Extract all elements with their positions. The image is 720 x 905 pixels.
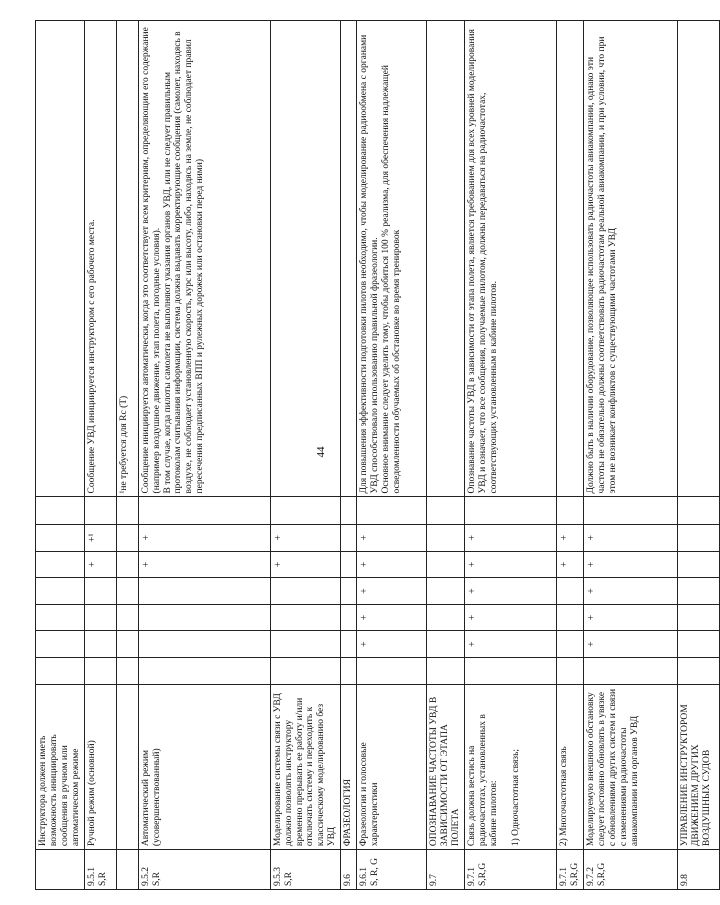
- row-mark: [678, 631, 720, 658]
- row-mark: +: [557, 551, 584, 578]
- row-mark: [116, 497, 138, 525]
- row-mark: [116, 631, 138, 658]
- row-mark: [116, 551, 138, 578]
- row-mark: [116, 604, 138, 631]
- table-row: [357, 21, 427, 890]
- row-requirement: [116, 684, 138, 850]
- row-mark: [341, 604, 357, 631]
- row-mark: [357, 497, 427, 525]
- row-mark: [427, 604, 465, 631]
- row-mark: [36, 551, 85, 578]
- row-mark: [138, 604, 270, 631]
- table-row: [427, 21, 465, 890]
- row-mark: [36, 578, 85, 605]
- table-body: [36, 21, 720, 890]
- row-notes: [270, 21, 341, 497]
- row-mark: [138, 631, 270, 658]
- row-mark: [36, 525, 85, 552]
- row-mark: [678, 578, 720, 605]
- table-row: [270, 21, 341, 890]
- row-mark: [427, 578, 465, 605]
- row-mark: +: [270, 551, 341, 578]
- row-mark: [138, 497, 270, 525]
- row-notes: [557, 21, 584, 497]
- row-mark: [557, 604, 584, 631]
- row-mark: +: [357, 551, 427, 578]
- row-requirement: Моделируемую внешнюю обстановку следует постоянно обновлять в увязке с обновлениями других систем и связи с изменениями радиочастоты авиакомпании или органов УВД: [584, 684, 678, 850]
- row-mark: [678, 657, 720, 684]
- row-notes: [36, 21, 85, 497]
- row-mark: [557, 578, 584, 605]
- row-mark: [270, 578, 341, 605]
- row-mark: [465, 657, 557, 684]
- row-mark: +: [584, 525, 678, 552]
- row-mark: [36, 497, 85, 525]
- row-mark: [36, 657, 85, 684]
- row-mark: [138, 578, 270, 605]
- row-mark: [678, 497, 720, 525]
- row-mark: +: [465, 551, 557, 578]
- row-code: 9.7.1 S,R,G: [465, 850, 557, 890]
- row-mark: [341, 657, 357, 684]
- row-mark: [84, 631, 116, 658]
- row-notes: [341, 21, 357, 497]
- row-requirement: ОПОЗНАВАНИЕ ЧАСТОТЫ УВД В ЗАВИСИМОСТИ ОТ ЭТАПА ПОЛЕТА: [427, 684, 465, 850]
- row-mark: +¹: [84, 525, 116, 552]
- row-code: 9.5.2 S,R: [138, 850, 270, 890]
- row-mark: +: [465, 604, 557, 631]
- row-mark: [36, 604, 85, 631]
- row-mark: [116, 657, 138, 684]
- row-mark: [84, 604, 116, 631]
- row-mark: +: [357, 604, 427, 631]
- row-mark: +: [584, 578, 678, 605]
- row-requirement: Связь должна вестись на радиочастотах, установленных в кабине пилотов: 1) Одночастотная связь;: [465, 684, 557, 850]
- row-code: [36, 850, 85, 890]
- row-mark: +: [465, 525, 557, 552]
- rotated-table-container: [35, 20, 712, 890]
- row-requirement: УПРАВЛЕНИЕ ИНСТРУКТОРОМ ДВИЖЕНИЕМ ДРУГИХ ВОЗДУШНЫХ СУДОВ: [678, 684, 720, 850]
- row-mark: +: [357, 578, 427, 605]
- row-code: 9.7: [427, 850, 465, 890]
- row-requirement: Ручной режим (основной): [84, 684, 116, 850]
- row-mark: [427, 631, 465, 658]
- row-notes: [678, 21, 720, 497]
- row-mark: [678, 525, 720, 552]
- row-mark: [270, 497, 341, 525]
- table-row: [341, 21, 357, 890]
- row-mark: [427, 525, 465, 552]
- row-requirement: Автоматический режим (усовершенствованный): [138, 684, 270, 850]
- row-mark: [357, 657, 427, 684]
- row-code: 9.5.3 S,R: [270, 850, 341, 890]
- table-row: [36, 21, 85, 890]
- row-code: 9.8: [678, 850, 720, 890]
- row-mark: [678, 551, 720, 578]
- table-row: [84, 21, 116, 890]
- row-mark: [341, 551, 357, 578]
- row-mark: [427, 551, 465, 578]
- row-requirement: Фразеология и голосовые характеристики: [357, 684, 427, 850]
- row-mark: [341, 525, 357, 552]
- row-mark: [427, 657, 465, 684]
- table-row: [678, 21, 720, 890]
- row-mark: +: [465, 578, 557, 605]
- row-mark: +: [584, 631, 678, 658]
- row-code: 9.5.1 S,R: [84, 850, 116, 890]
- row-mark: [557, 497, 584, 525]
- row-mark: +: [357, 525, 427, 552]
- table-row: [557, 21, 584, 890]
- requirements-table: [35, 20, 720, 890]
- table-row: [465, 21, 557, 890]
- row-mark: [584, 657, 678, 684]
- row-requirement: Инструктора должен иметь возможность инициировать сообщения в ручном или автоматическом режиме: [36, 684, 85, 850]
- row-code: 9.7.2 S,R,G: [584, 850, 678, 890]
- row-requirement: ФРАЗЕОЛОГИЯ: [341, 684, 357, 850]
- row-mark: [116, 578, 138, 605]
- table-row: [116, 21, 138, 890]
- row-requirement: 2) Многочастотная связь: [557, 684, 584, 850]
- row-mark: [341, 578, 357, 605]
- row-code: 9.6: [341, 850, 357, 890]
- row-mark: [427, 497, 465, 525]
- row-mark: [341, 497, 357, 525]
- row-requirement: Моделирование системы связи с УВД должно позволять инструктору временно прерывать ее работу и/или отключать систему и переходить к классическому моделированию без УВД: [270, 684, 341, 850]
- row-mark: [270, 631, 341, 658]
- row-notes: ¹не требуется для Rc (T): [116, 21, 138, 497]
- row-mark: [557, 631, 584, 658]
- row-notes: Должно быть в наличии оборудование, позволяющее использовать радиочастоты авиакомпании, однако эти частоты не обязательно должны соответствовать радиочастотам реальной авиакомпании, и при условии, что при этом не возникает конфликтов с существующими частотами УВД: [584, 21, 678, 497]
- row-mark: [84, 497, 116, 525]
- row-mark: +: [584, 604, 678, 631]
- row-mark: +: [584, 551, 678, 578]
- row-mark: [84, 578, 116, 605]
- row-code: 9.7.1 S,R,G: [557, 850, 584, 890]
- table-row: [584, 21, 678, 890]
- row-mark: +: [138, 525, 270, 552]
- row-mark: [138, 657, 270, 684]
- row-mark: [678, 604, 720, 631]
- row-mark: [557, 657, 584, 684]
- row-mark: [270, 657, 341, 684]
- row-mark: +: [557, 525, 584, 552]
- row-mark: +: [84, 551, 116, 578]
- row-mark: [465, 497, 557, 525]
- row-notes: Для повышения эффективности подготовки пилотов необходимо, чтобы моделирование радиообмена с органами УВД способствовало использованию правильной фразеологии. Основное внимание следует уделить тому, чтобы добиться 100 % реализма, для обеспечения надлежащей осведомленности обучаемых об обстановке во время тренировок: [357, 21, 427, 497]
- row-code: 9.6.1 S, R, G: [357, 850, 427, 890]
- table-row: [138, 21, 270, 890]
- row-mark: [270, 604, 341, 631]
- row-notes: Сообщение инициируется автоматически, когда это соответствует всем критериям, определяющим его содержание (например воздушное движение, этап полета, погодные условия). В том случае, когда пилоты самолета не выполняют указания органов УВД, или не следует правильным протоколам считывания информации, система должна выдавать корректирующие сообщения (самолет, находясь в воздухе, не соблюдает установленную скорость, курс или высоту, либо, находясь на земле, не соблюдает правил пересечения предписанных ВПП и рулежных дорожек или остановки перед ними): [138, 21, 270, 497]
- row-notes: Опознавание частоты УВД в зависимости от этапа полета, является требованием для всех уровней моделирования УВД и означает, что все сообщения, получаемые пилотом, должны передаваться на радиочастотах, соответствующих установленным в кабине пилотов.: [465, 21, 557, 497]
- row-mark: [84, 657, 116, 684]
- row-mark: [116, 525, 138, 552]
- row-notes: [427, 21, 465, 497]
- row-mark: [341, 631, 357, 658]
- page-number: 44: [315, 446, 327, 458]
- row-mark: [36, 631, 85, 658]
- row-mark: +: [465, 631, 557, 658]
- row-mark: +: [270, 525, 341, 552]
- row-mark: [584, 497, 678, 525]
- row-mark: +: [138, 551, 270, 578]
- row-mark: +: [357, 631, 427, 658]
- row-code: [116, 850, 138, 890]
- row-notes: Сообщение УВД инициируется инструктором с его рабочего места.: [84, 21, 116, 497]
